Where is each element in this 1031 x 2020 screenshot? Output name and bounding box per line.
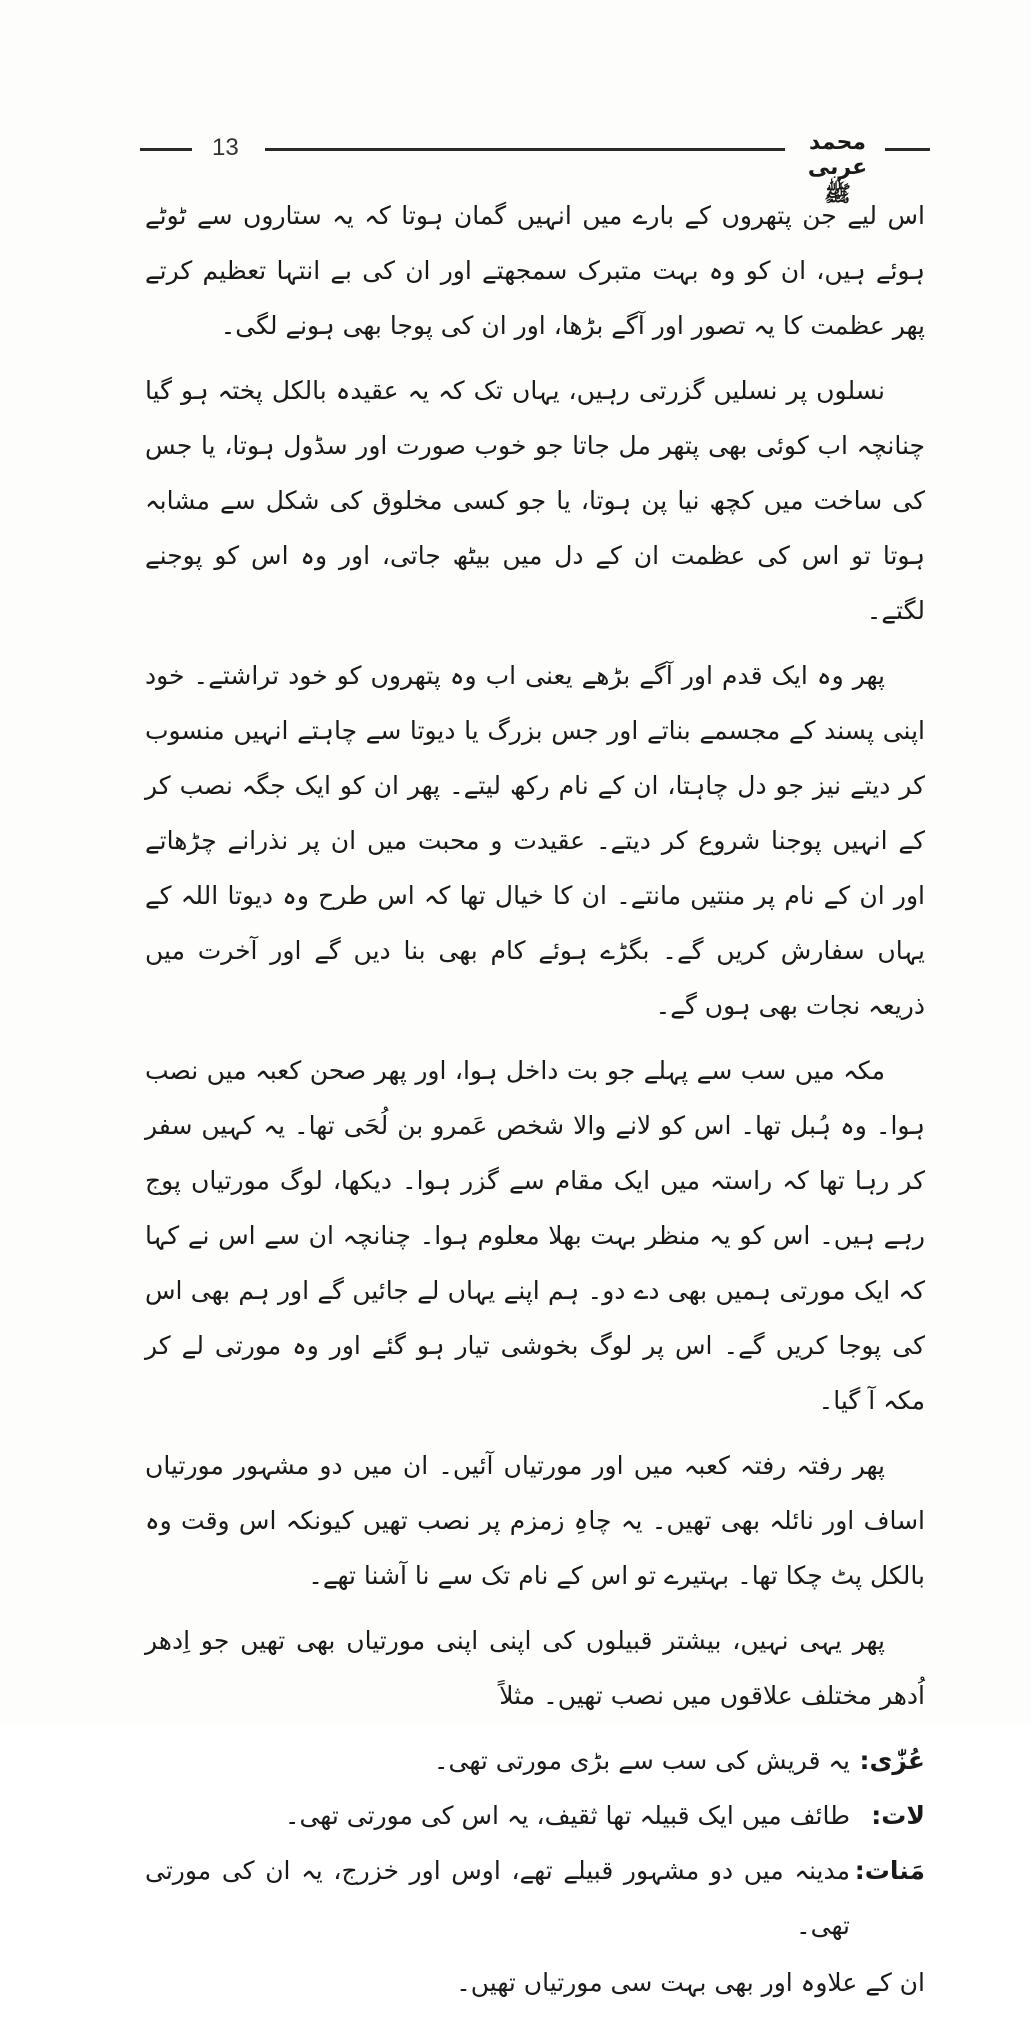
paragraph: پھر وہ ایک قدم اور آگے بڑھے یعنی اب وہ پتھروں کو خود تراشتے۔ خود اپنی پسند کے مجسمے بناتے اور جس بزرگ یا دیوتا سے چاہتے انہیں منسوب کر دیتے نیز جو دل چاہتا، ان کے نام رکھ لیتے۔ پھر ان کو ایک جگہ نصب کر کے انہیں پوجنا شروع کر دیتے۔ عقیدت و محبت میں ان پر نذرانے چڑھاتے اور ان کے نام پر منتیں مانتے۔ ان کا خیال تھا کہ اس طرح وہ دیوتا اللہ کے یہاں سفارش کریں گے۔ بگڑے ہوئے کام بھی بنا دیں گے اور آخرت میں ذریعہ نجات بھی ہوں گے۔ xyxy=(145,661,925,1020)
closing-line: ان کے علاوہ اور بھی بہت سی مورتیاں تھیں۔ xyxy=(456,1968,925,1997)
header-rule-left xyxy=(140,148,192,151)
idol-name: لات: xyxy=(871,1801,925,1830)
paragraph: پھر رفتہ رفتہ کعبہ میں اور مورتیاں آئیں۔ ان میں دو مشہور مورتیاں اساف اور نائلہ بھی تھیں۔ یہ چاہِ زمزم پر نصب تھیں کیونکہ اس وقت وہ بالکل پٹ چکا تھا۔ بہتیرے تو اس کے نام تک سے نا آشنا تھے۔ xyxy=(145,1451,925,1590)
idol-name: عُزّٰی: xyxy=(859,1746,925,1775)
idol-list xyxy=(145,1733,925,1953)
idol-description: طائف میں ایک قبیلہ تھا ثقیف، یہ اس کی مورتی تھی۔ xyxy=(284,1801,850,1830)
paragraph: مکہ میں سب سے پہلے جو بت داخل ہوا، اور پھر صحن کعبہ میں نصب ہوا۔ وہ ہُبل تھا۔ اس کو لانے والا شخص عَمرو بن لُحَی تھا۔ یہ کہیں سفر کر رہا تھا کہ راستہ میں ایک مقام سے گزر ہوا۔ دیکھا، لوگ مورتیاں پوج رہے ہیں۔ اس کو یہ منظر بہت بھلا معلوم ہوا۔ چنانچہ ان سے اس نے کہا کہ ایک مورتی ہمیں بھی دے دو۔ ہم اپنے یہاں لے جائیں گے اور ہم بھی اس کی پوجا کریں گے۔ اس پر لوگ بخوشی تیار ہو گئے اور وہ مورتی لے کر مکہ آ گیا۔ xyxy=(145,1056,925,1415)
idol-name: مَنات: xyxy=(854,1856,925,1885)
body-text xyxy=(145,188,925,2020)
idol-list-item xyxy=(145,1788,925,1843)
paragraph: پھر یہی نہیں، بیشتر قبیلوں کی اپنی اپنی مورتیاں بھی تھیں جو اِدھر اُدھر مختلف علاقوں میں نصب تھیں۔ مثلاً xyxy=(145,1626,925,1710)
paragraph: اس لیے جن پتھروں کے بارے میں انہیں گمان ہوتا کہ یہ ستاروں سے ٹوٹے ہوئے ہیں، ان کو وہ بہت متبرک سمجھتے اور ان کی بے انتہا تعظیم کرتے پھر عظمت کا یہ تصور اور آگے بڑھا، اور ان کی پوجا بھی ہونے لگی۔ xyxy=(145,201,925,340)
idol-list-item xyxy=(145,1733,925,1788)
paragraph: نسلوں پر نسلیں گزرتی رہیں، یہاں تک کہ یہ عقیدہ بالکل پختہ ہو گیا چنانچہ اب کوئی بھی پتھر مل جاتا جو خوب صورت اور سڈول ہوتا، یا جس کی ساخت میں کچھ نیا پن ہوتا، یا جو کسی مخلوق کی شکل سے مشابہ ہوتا تو اس کی عظمت ان کے دل میں بیٹھ جاتی، اور وہ اس کو پوجنے لگتے۔ xyxy=(145,376,925,625)
page-number: 13 xyxy=(212,134,239,161)
header-rule-middle xyxy=(265,148,785,151)
idol-list-item xyxy=(145,1843,925,1953)
idol-description: مدینہ میں دو مشہور قبیلے تھے، اوس اور خزرج، یہ ان کی مورتی تھی۔ xyxy=(145,1856,850,1940)
page-header xyxy=(140,128,930,207)
running-title: محمد عربی ﷺ xyxy=(807,130,868,207)
header-rule-right xyxy=(885,148,930,151)
idol-description: یہ قریش کی سب سے بڑی مورتی تھی۔ xyxy=(433,1746,850,1775)
